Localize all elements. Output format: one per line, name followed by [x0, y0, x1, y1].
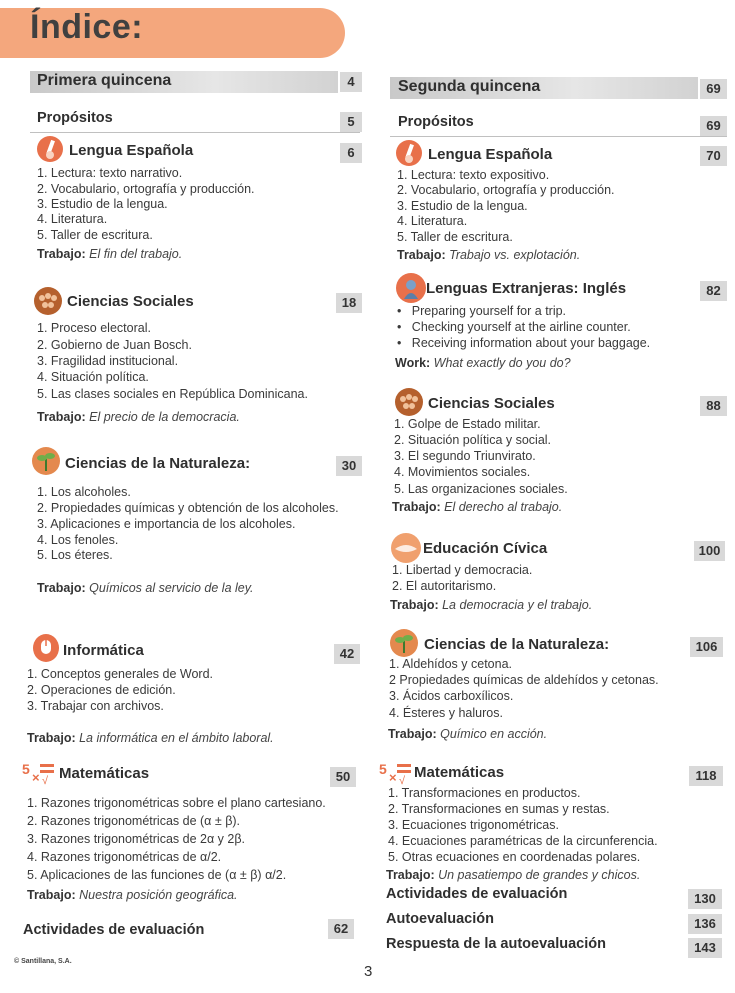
- lenguas-extranjeras-page[interactable]: 82: [700, 281, 727, 301]
- trabajo-line: [27, 731, 274, 745]
- trabajo-line: [27, 888, 238, 902]
- ciencias-sociales-page[interactable]: 88: [700, 396, 727, 416]
- divider: [30, 132, 360, 133]
- informatica-page[interactable]: 42: [334, 644, 360, 664]
- list-item: 1. Transformaciones en productos.: [388, 786, 581, 800]
- list-item: 4. Ecuaciones paramétricas de la circunferencia.: [388, 834, 658, 848]
- list-item: 1. Conceptos generales de Word.: [27, 667, 213, 681]
- segunda-quincena-label: Segunda quincena: [398, 78, 541, 95]
- trabajo-line: [392, 500, 562, 514]
- ciencias-sociales-page[interactable]: 18: [336, 293, 362, 313]
- divider: [390, 136, 727, 137]
- trabajo-label: Trabajo:: [27, 731, 76, 745]
- bullet: •: [397, 320, 412, 334]
- list-item: 5. Taller de escritura.: [397, 230, 513, 244]
- list-item: 3. Estudio de la lengua.: [397, 199, 528, 213]
- segunda-quincena-page[interactable]: 69: [700, 79, 727, 99]
- trabajo-line: [37, 410, 240, 424]
- trabajo-line: [397, 248, 580, 262]
- svg-text:5: 5: [379, 761, 387, 777]
- list-item: 2. El autoritarismo.: [392, 579, 497, 593]
- educacion-civica-page[interactable]: 100: [694, 541, 725, 561]
- respuesta-autoevaluacion-heading[interactable]: Respuesta de la autoevaluación: [386, 936, 606, 952]
- list-item: 2. Vocabulario, ortografía y producción.: [397, 183, 615, 197]
- list-item: 2. Operaciones de edición.: [27, 683, 176, 697]
- trabajo-line: [390, 598, 592, 612]
- actividades-evaluacion-heading[interactable]: Actividades de evaluación: [23, 922, 205, 938]
- ciencias-naturaleza-title[interactable]: Ciencias de la Naturaleza:: [424, 636, 610, 653]
- copyright: © Santillana, S.A.: [14, 958, 72, 965]
- list-item: 4. Ésteres y haluros.: [389, 706, 503, 720]
- bullet: •: [397, 304, 412, 318]
- list-item: 4. Razones trigonométricas de α/2.: [27, 850, 222, 864]
- list-item-text: Preparing yourself for a trip.: [411, 304, 567, 318]
- list-item: 4. Los fenoles.: [37, 533, 119, 547]
- list-item: 1. Proceso electoral.: [37, 321, 151, 335]
- list-item: 5. Las clases sociales en República Dominicana.: [37, 387, 308, 401]
- trabajo-line: [395, 356, 571, 370]
- pencil-hand-icon: [37, 136, 63, 162]
- list-item: 1. Lectura: texto narrativo.: [37, 166, 183, 180]
- list-item: 5. Taller de escritura.: [37, 228, 153, 242]
- list-item: 3. Trabajar con archivos.: [27, 699, 164, 713]
- trabajo-title: Químicos al servicio de la ley.: [89, 581, 254, 595]
- ciencias-naturaleza-page[interactable]: 30: [336, 456, 362, 476]
- list-item: 4. Situación política.: [37, 370, 149, 384]
- ciencias-sociales-title[interactable]: Ciencias Sociales: [67, 293, 194, 310]
- list-item: 1. Lectura: texto expositivo.: [397, 168, 550, 182]
- svg-text:×: ×: [32, 770, 40, 785]
- propositos-heading[interactable]: Propósitos: [37, 110, 113, 126]
- bullet: •: [397, 336, 412, 350]
- list-item: 3. Ecuaciones trigonométricas.: [388, 818, 559, 832]
- trabajo-title: Químico en acción.: [440, 727, 548, 741]
- hands-icon: [391, 533, 421, 563]
- lengua-espanola-page[interactable]: 6: [340, 143, 362, 163]
- matematicas-title[interactable]: Matemáticas: [414, 764, 505, 781]
- trabajo-line: [388, 727, 547, 741]
- propositos-page[interactable]: 5: [340, 112, 362, 132]
- trabajo-line: [386, 868, 640, 882]
- list-item: 1. Los alcoholes.: [37, 485, 131, 499]
- list-item: 3. Razones trigonométricas de 2α y 2β.: [27, 832, 245, 846]
- actividades-evaluacion-heading[interactable]: Actividades de evaluación: [386, 886, 568, 902]
- svg-text:×: ×: [389, 770, 397, 785]
- list-item: 2. Situación política y social.: [394, 433, 552, 447]
- trabajo-title: Nuestra posición geográfica.: [79, 888, 238, 902]
- autoevaluacion-heading[interactable]: Autoevaluación: [386, 911, 494, 927]
- autoevaluacion-page[interactable]: 136: [688, 914, 722, 934]
- trabajo-label: Trabajo:: [37, 247, 86, 261]
- trabajo-label: Trabajo:: [388, 727, 437, 741]
- list-item: 1. Libertad y democracia.: [392, 563, 533, 577]
- svg-text:√: √: [399, 775, 406, 786]
- trabajo-title: Trabajo vs. explotación.: [449, 248, 581, 262]
- list-item: 1. Razones trigonométricas sobre el plano cartesiano.: [27, 796, 326, 810]
- svg-text:√: √: [42, 775, 49, 786]
- list-item: 4. Literatura.: [37, 212, 108, 226]
- propositos-heading[interactable]: Propósitos: [398, 114, 474, 130]
- list-item: 5. Los éteres.: [37, 548, 113, 562]
- trabajo-label: Trabajo:: [390, 598, 439, 612]
- matematicas-page[interactable]: 50: [330, 767, 356, 787]
- trabajo-label: Trabajo:: [27, 888, 76, 902]
- list-item: 2. Propiedades químicas y obtención de los alcoholes.: [37, 501, 339, 515]
- page-title: Índice:: [30, 8, 144, 46]
- ciencias-naturaleza-page[interactable]: 106: [690, 637, 723, 657]
- list-item: 3. Ácidos carboxílicos.: [389, 689, 514, 703]
- crowd-icon: [34, 287, 62, 315]
- list-item: [397, 320, 631, 334]
- math-symbols-icon: [379, 758, 413, 786]
- trabajo-title: El derecho al trabajo.: [444, 500, 563, 514]
- trabajo-title: La democracia y el trabajo.: [442, 598, 593, 612]
- trabajo-title: El precio de la democracia.: [89, 410, 240, 424]
- matematicas-page[interactable]: 118: [689, 766, 723, 786]
- list-item: 5. Las organizaciones sociales.: [394, 482, 568, 496]
- matematicas-title[interactable]: Matemáticas: [59, 765, 150, 782]
- trabajo-label: Trabajo:: [37, 581, 86, 595]
- speaker-icon: [396, 273, 426, 303]
- lengua-espanola-title[interactable]: Lengua Española: [69, 142, 194, 159]
- pencil-hand-icon: [396, 140, 422, 166]
- trabajo-label: Trabajo:: [37, 410, 86, 424]
- list-item: [397, 336, 650, 350]
- trabajo-title: Un pasatiempo de grandes y chicos.: [438, 868, 641, 882]
- list-item-text: Receiving information about your baggage.: [411, 336, 651, 350]
- list-item: 1. Aldehídos y cetona.: [389, 657, 513, 671]
- list-item: 4. Literatura.: [397, 214, 468, 228]
- list-item: 2. Gobierno de Juan Bosch.: [37, 338, 192, 352]
- actividades-evaluacion-page[interactable]: 62: [328, 919, 354, 939]
- trabajo-title: El fin del trabajo.: [89, 247, 183, 261]
- lengua-espanola-title[interactable]: Lengua Española: [428, 146, 553, 163]
- trabajo-title: What exactly do you do?: [433, 356, 571, 370]
- primera-quincena-label: Primera quincena: [37, 72, 172, 89]
- plant-icon: [390, 629, 418, 657]
- lengua-espanola-page[interactable]: 70: [700, 146, 727, 166]
- list-item: [397, 304, 566, 318]
- trabajo-line: [37, 247, 182, 261]
- informatica-title[interactable]: Informática: [63, 642, 144, 659]
- actividades-evaluacion-page[interactable]: 130: [688, 889, 722, 909]
- lenguas-extranjeras-title[interactable]: Lenguas Extranjeras: Inglés: [426, 280, 627, 297]
- list-item: 3. Fragilidad institucional.: [37, 354, 179, 368]
- list-item: 2. Razones trigonométricas de (α ± β).: [27, 814, 241, 828]
- list-item: 3. Aplicaciones e importancia de los alcoholes.: [37, 517, 296, 531]
- list-item: 3. Estudio de la lengua.: [37, 197, 168, 211]
- plant-icon: [32, 447, 60, 475]
- trabajo-label: Trabajo:: [392, 500, 441, 514]
- list-item: 5. Otras ecuaciones en coordenadas polares.: [388, 850, 641, 864]
- trabajo-label: Work:: [395, 356, 431, 370]
- mouse-icon: [33, 634, 59, 662]
- crowd-icon: [395, 388, 423, 416]
- page-number: 3: [364, 963, 373, 980]
- list-item: 1. Golpe de Estado militar.: [394, 417, 541, 431]
- list-item: 2. Transformaciones en sumas y restas.: [388, 802, 610, 816]
- math-symbols-icon: [22, 758, 56, 786]
- ciencias-sociales-title[interactable]: Ciencias Sociales: [428, 395, 555, 412]
- ciencias-naturaleza-title[interactable]: Ciencias de la Naturaleza:: [65, 455, 251, 472]
- trabajo-label: Trabajo:: [397, 248, 446, 262]
- svg-text:5: 5: [22, 761, 30, 777]
- respuesta-autoevaluacion-page[interactable]: 143: [688, 938, 722, 958]
- list-item: 2 Propiedades químicas de aldehídos y cetonas.: [389, 673, 659, 687]
- primera-quincena-page[interactable]: 4: [340, 72, 362, 92]
- propositos-page[interactable]: 69: [700, 116, 727, 136]
- list-item: 2. Vocabulario, ortografía y producción.: [37, 182, 255, 196]
- list-item-text: Checking yourself at the airline counter.: [411, 320, 631, 334]
- list-item: 3. El segundo Triunvirato.: [394, 449, 536, 463]
- list-item: 5. Aplicaciones de las funciones de (α ± β) α/2.: [27, 868, 287, 882]
- trabajo-line: [37, 581, 254, 595]
- educacion-civica-title[interactable]: Educación Cívica: [423, 540, 548, 557]
- list-item: 4. Movimientos sociales.: [394, 465, 531, 479]
- trabajo-title: La informática en el ámbito laboral.: [79, 731, 274, 745]
- trabajo-label: Trabajo:: [386, 868, 435, 882]
